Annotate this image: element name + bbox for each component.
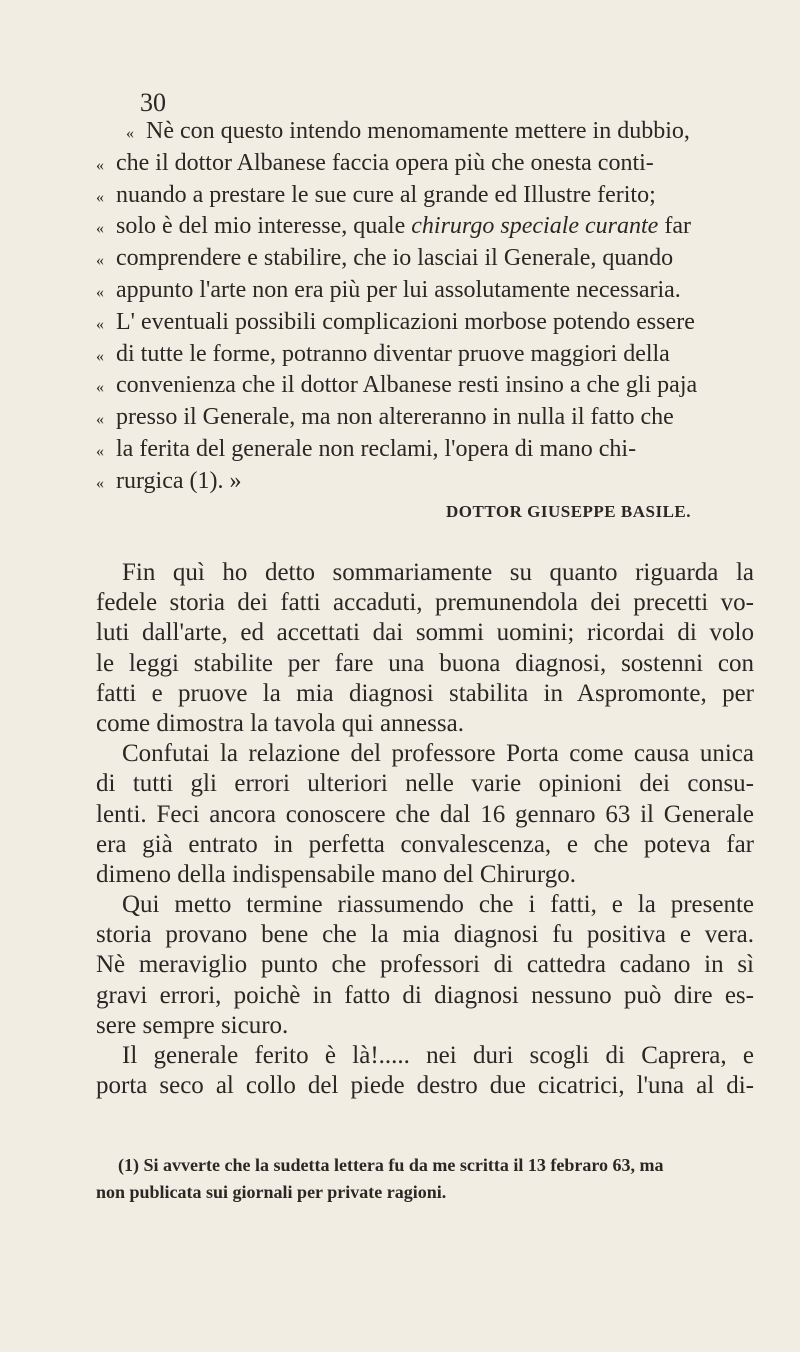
page-number: 30 [140,88,166,117]
quote-line-text: convenienza che il dottor Albanese resti insino a che gli paja [116,372,698,399]
body-line: sere sempre sicuro. [96,1011,289,1039]
quote-mark: « [96,156,104,174]
quoted-letter [96,116,756,498]
footnote-line: non publicata sui giornali per private ragioni. [96,1182,447,1202]
quote-line [96,370,756,402]
body-line: dimeno della indispensabile mano del Chirurgo. [96,860,577,888]
quote-line-text: di tutte le forme, potranno diventar pruove maggiori della [116,340,670,367]
quote-mark: « [96,283,104,301]
body-line: Fin quì ho detto sommariamente su quanto riguarda la [122,559,754,586]
quote-line [96,339,756,371]
quote-line-text: presso il Generale, ma non altereranno in nulla il fatto che [116,404,674,431]
italic-phrase: chirurgo speciale curante [411,213,659,240]
body-line: come dimostra la tavola qui annessa. [96,709,464,737]
quote-line [96,243,756,275]
quote-line-text: che il dottor Albanese faccia opera più che onesta conti- [116,149,654,176]
quote-line [96,148,756,180]
body-line: Qui metto termine riassumendo che i fatti, e la presente [122,891,754,919]
quote-line [96,116,756,148]
body-line: Nè meraviglio punto che professori di cattedra cadano in sì [96,951,754,979]
quote-mark: « [126,125,134,142]
signature: DOTTOR GIUSEPPE BASILE. [446,502,692,521]
body-line: gravi errori, poichè in fatto di diagnosi nessuno può dire es- [96,981,754,1009]
footnote-line: (1) Si avverte che la sudetta lettera fu da me scritta il 13 febraro 63, ma [118,1155,664,1175]
quote-line-text: comprendere e stabilire, che io lasciai il Generale, quando [116,245,674,272]
body-line: fatti e pruove la mia diagnosi stabilita in Aspromonte, per [96,679,754,707]
quote-mark: « [96,220,104,238]
quote-line-text: L' eventuali possibili complicazioni morbose potendo essere [116,308,695,335]
quote-mark: « [96,188,104,206]
quote-line [96,402,756,434]
quote-line [96,434,756,466]
quote-mark: « [96,252,104,270]
body-line: porta seco al collo del piede destro due cicatrici, l'una al di- [96,1072,754,1100]
quote-line-text: solo è del mio interesse, quale [116,213,412,240]
body-line: Il generale ferito è là!..... nei duri scogli di Caprera, e [122,1042,754,1069]
quote-line-text: rurgica (1). » [116,467,242,494]
body-line: storia provano bene che la mia diagnosi fu positiva e vera. [96,921,754,949]
quote-line-text: nuando a prestare le sue cure al grande ed Illustre ferito; [116,181,656,208]
quote-line [96,180,756,212]
quote-line [96,466,756,498]
quote-line-text: appunto l'arte non era più per lui assolutamente necessaria. [116,276,681,303]
quote-line-text: far [658,213,691,240]
quote-line [96,211,756,243]
quote-line-text: la ferita del generale non reclami, l'opera di mano chi- [116,435,637,462]
quote-line [96,275,756,307]
quote-mark: « [96,315,104,333]
quote-mark: « [96,442,104,460]
body-line: luti dall'arte, ed accettati dai sommi uomini; ricordai di volo [96,619,754,647]
body-line: lenti. Feci ancora conoscere che dal 16 gennaro 63 il Generale [96,800,754,828]
quote-line [96,307,756,339]
quote-mark: « [96,411,104,429]
body-line: Confutai la relazione del professore Porta come causa unica [122,740,754,768]
body-line: era già entrato in perfetta convalescenza, e che poteva far [96,830,754,858]
quote-mark: « [96,379,104,397]
quote-line-text: Nè con questo intendo menomamente mettere in dubbio, [146,118,690,144]
body-line: le leggi stabilite per fare una buona diagnosi, sostenni con [96,649,754,677]
quote-mark: « [96,347,104,365]
body-text [96,558,754,1101]
body-line: fedele storia dei fatti accaduti, premunendola dei precetti vo- [96,589,754,617]
footnote [96,1152,756,1206]
body-line: di tutti gli errori ulteriori nelle varie opinioni dei consu- [96,770,754,798]
quote-mark: « [96,474,104,492]
